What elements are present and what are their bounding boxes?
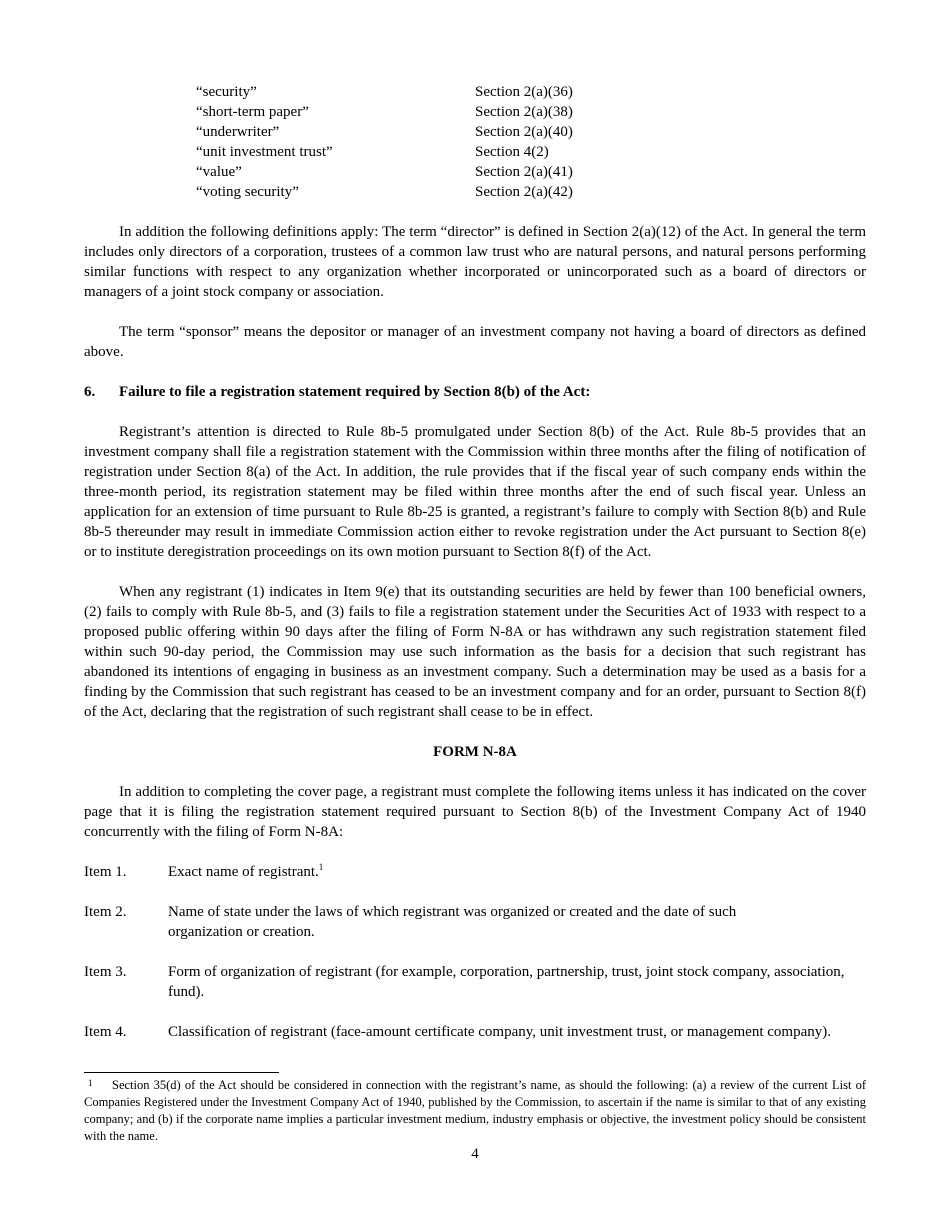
definitions-table <box>196 82 573 202</box>
definition-ref: Section 2(a)(42) <box>475 184 573 200</box>
definition-term: “unit investment trust” <box>196 144 333 160</box>
definition-ref: Section 2(a)(40) <box>475 124 573 140</box>
definition-term: “value” <box>196 164 242 180</box>
list-item <box>84 962 866 1002</box>
item-text-body: Exact name of registrant. <box>168 864 319 880</box>
item-text <box>168 862 866 882</box>
abandonment-paragraph: When any registrant (1) indicates in Item 9(e) that its outstanding securities are held by fewer than 100 beneficial owners, (2) fails to comply with Rule 8b-5, and (3) fails to file a registration statement under the Securities Act of 1933 with respect to a proposed public offering within 90 days after the filing of Form N-8A or has withdrawn any such registration statement filed within such 90-day period, the Commission may use such information as the basis for a decision that such registrant has abandoned its intentions of engaging in business as an investment company. Such a determination may be used as a basis for a finding by the Commission that such registrant has ceased to be an investment company and for an order, pursuant to Section 8(f) of the Act, declaring that the registration of such registrant shall cease to be in effect. <box>84 584 866 720</box>
definition-term: “underwriter” <box>196 124 280 140</box>
definition-row <box>196 82 573 102</box>
item-text: Name of state under the laws of which registrant was organized or created and the date of such organization or creation. <box>168 904 737 940</box>
definition-term: “short-term paper” <box>196 104 309 120</box>
director-paragraph: In addition the following definitions apply: The term “director” is defined in Section 2(a)(12) of the Act. In general the term includes only directors of a corporation, trustees of a common law trust who are natural persons, and natural persons performing similar functions with respect to any organization whether incorporated or unincorporated such as a board of directors or managers of a joint stock company or association. <box>84 224 866 300</box>
page-number: 4 <box>471 1146 479 1162</box>
definition-ref: Section 2(a)(36) <box>475 84 573 100</box>
definition-ref: Section 2(a)(38) <box>475 104 573 120</box>
footnote-marker: 1 <box>88 1078 93 1088</box>
item-label: Item 3. <box>84 964 127 980</box>
item-label: Item 2. <box>84 904 127 920</box>
section-title: Failure to file a registration statement required by Section 8(b) of the Act: <box>119 384 591 400</box>
item-label: Item 1. <box>84 864 127 880</box>
definition-row <box>196 102 573 122</box>
definition-term: “voting security” <box>196 184 299 200</box>
footnote-divider <box>84 1072 279 1073</box>
definition-term: “security” <box>196 84 257 100</box>
sponsor-paragraph: The term “sponsor” means the depositor or manager of an investment company not having a board of directors as defined above. <box>84 324 866 360</box>
section-6-heading <box>84 382 866 402</box>
item-text: Form of organization of registrant (for example, corporation, partnership, trust, joint stock company, association, fund). <box>168 964 845 1000</box>
definition-row <box>196 122 573 142</box>
footnote-reference[interactable]: 1 <box>318 862 324 872</box>
definition-ref: Section 2(a)(41) <box>475 164 573 180</box>
definition-row <box>196 142 573 162</box>
footnote-text: Section 35(d) of the Act should be considered in connection with the registrant’s name, as should the following: (a) a review of the current List of Companies Registered under the Investment Company Act of 1940, published by the Commission, to ascertain if the name is similar to that of any existing company; and (b) if the corporate name implies a particular investment medium, industry emphasis or objective, the investment policy should be consistent with the name. <box>84 1078 866 1143</box>
definition-row <box>196 162 573 182</box>
definition-ref: Section 4(2) <box>475 144 549 160</box>
list-item <box>84 862 866 882</box>
list-item <box>84 1022 866 1042</box>
definition-row <box>196 182 573 202</box>
form-intro-paragraph: In addition to completing the cover page, a registrant must complete the following items unless it has indicated on the cover page that it is filing the registration statement required pursuant to Section 8(b) of the Investment Company Act of 1940 concurrently with the filing of Form N-8A: <box>84 784 866 840</box>
item-label: Item 4. <box>84 1024 127 1040</box>
footnote <box>84 1077 866 1145</box>
form-heading: FORM N-8A <box>433 744 517 760</box>
list-item <box>84 902 866 942</box>
section-number: 6. <box>84 384 96 400</box>
document-page <box>84 82 866 1042</box>
rule-8b5-paragraph: Registrant’s attention is directed to Rule 8b-5 promulgated under Section 8(b) of the Act. Rule 8b-5 provides that an investment company shall file a registration statement with the Commission within three months after the filing of notification of registration under Section 8(a) of the Act. In addition, the rule provides that if the fiscal year of such company ends within the three-month period, its registration statement may be filed within three months after the end of such fiscal year. Unless an application for an extension of time pursuant to Rule 8b-25 is granted, a registrant’s failure to comply with Section 8(b) and Rule 8b-5 thereunder may result in immediate Commission action either to revoke registration under the Act pursuant to Section 8(e) or to institute deregistration proceedings on its own motion pursuant to Section 8(f) of the Act. <box>84 424 866 560</box>
item-text: Classification of registrant (face-amount certificate company, unit investment trust, or management company). <box>168 1024 831 1040</box>
